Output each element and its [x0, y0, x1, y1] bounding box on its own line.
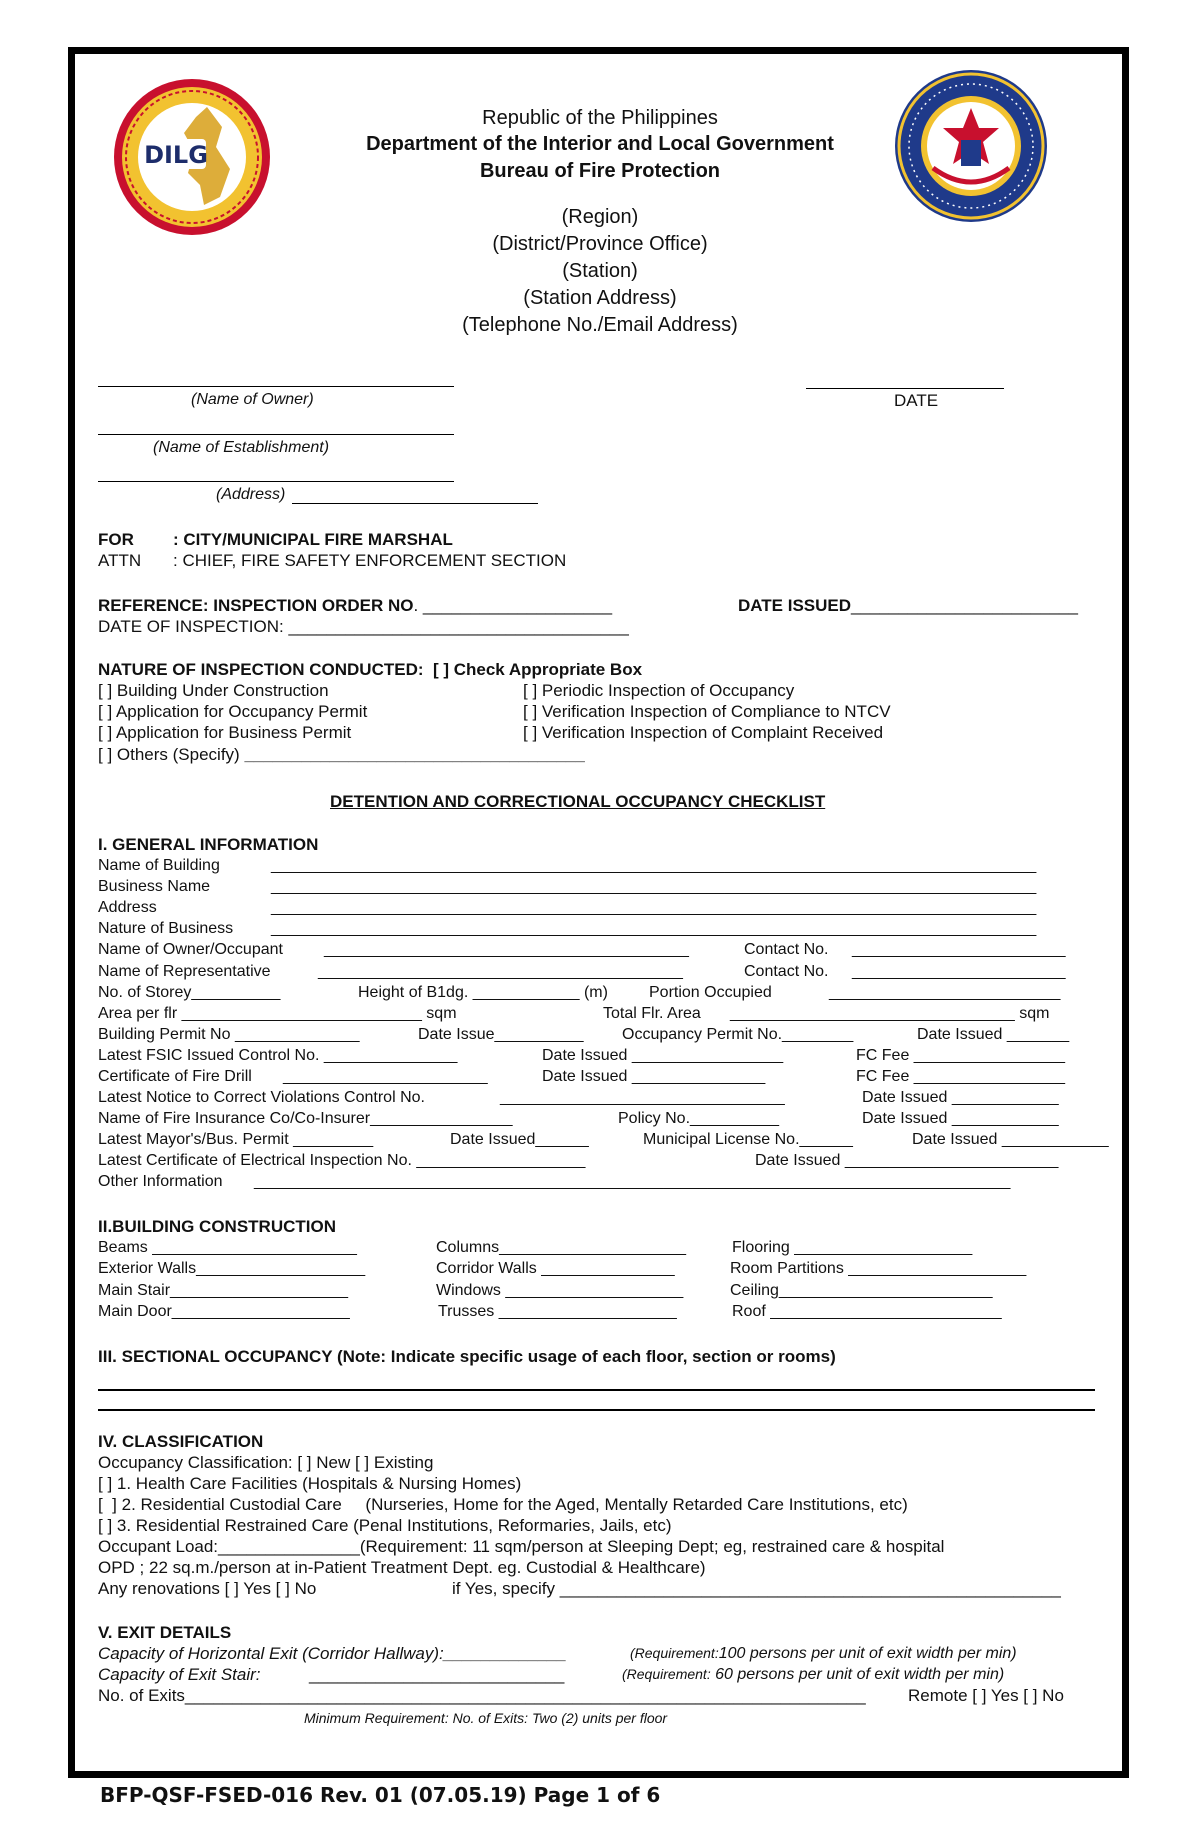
contact-no-fill-2[interactable]: ________________________: [852, 963, 1066, 980]
notice-to-correct-label: Latest Notice to Correct Violations Control No.: [98, 1089, 425, 1106]
date-issued-fill[interactable]: ________________________: [851, 596, 1078, 615]
notice-to-correct-fill[interactable]: ________________________________: [500, 1089, 785, 1106]
bureau-text: Bureau of Fire Protection: [479, 160, 721, 182]
occupant-load-note: OPD ; 22 sq.m./person at in-Patient Treatment Dept. eg. Custodial & Healthcare): [98, 1558, 706, 1577]
ceiling[interactable]: Ceiling________________________: [730, 1282, 993, 1299]
date-of-inspection[interactable]: DATE OF INSPECTION: ____________________________________: [98, 617, 629, 636]
region-text: (Region): [561, 206, 639, 228]
owner-line[interactable]: [98, 386, 454, 387]
nature-left-4[interactable]: [ ] Others (Specify): [98, 745, 240, 764]
establishment-line[interactable]: [98, 434, 454, 435]
room-partitions[interactable]: Room Partitions ____________________: [730, 1260, 1027, 1277]
for-label: FOR: [98, 530, 134, 549]
general-info-title: I. GENERAL INFORMATION: [98, 835, 319, 854]
for-value: : CITY/MUNICIPAL FIRE MARSHAL: [173, 530, 453, 549]
occupancy-permit-no[interactable]: Occupancy Permit No.________: [622, 1026, 854, 1043]
attn-label: ATTN: [98, 551, 142, 570]
class-health-care[interactable]: [ ] 1. Health Care Facilities (Hospitals & Nursing Homes): [98, 1474, 522, 1493]
area-per-floor[interactable]: Area per flr ___________________________ sqm: [98, 1005, 457, 1022]
owner-occupant-fill[interactable]: _________________________________________: [324, 941, 689, 958]
main-stair[interactable]: Main Stair____________________: [98, 1282, 348, 1299]
sectional-title: III. SECTIONAL OCCUPANCY (: [98, 1347, 343, 1366]
reference-fill[interactable]: . ____________________: [413, 596, 613, 615]
class-restrained-care[interactable]: [ ] 3. Residential Restrained Care (Penal Institutions, Reformaries, Jails, etc): [98, 1516, 672, 1535]
notice-date-issued[interactable]: Date Issued ____________: [862, 1089, 1059, 1106]
permit-date-issue[interactable]: Date Issue__________: [418, 1026, 584, 1043]
address-line[interactable]: [292, 503, 538, 504]
name-of-establishment-label: (Name of Establishment): [153, 439, 330, 456]
name-of-building-label: Name of Building: [98, 857, 220, 874]
address-info-fill[interactable]: ______________________________________________________________________________________: [271, 899, 1037, 916]
fire-drill-label: Certificate of Fire Drill: [98, 1068, 252, 1085]
electrical-inspection-no[interactable]: Latest Certificate of Electrical Inspection No. ___________________: [98, 1152, 586, 1169]
exit-title: V. EXIT DETAILS: [98, 1623, 232, 1642]
exit-stair-fill[interactable]: ___________________________: [309, 1665, 565, 1684]
renovations-specify[interactable]: if Yes, specify _____________________________________________________: [452, 1579, 1061, 1598]
checklist-title: DETENTION AND CORRECTIONAL OCCUPANCY CHECKLIST: [330, 792, 826, 811]
nature-of-business-label: Nature of Business: [98, 920, 234, 937]
name-of-building-fill[interactable]: ______________________________________________________________________________________: [271, 857, 1037, 874]
nature-right-1[interactable]: [ ] Periodic Inspection of Occupancy: [523, 681, 795, 700]
renovations[interactable]: Any renovations [ ] Yes [ ] No: [98, 1579, 317, 1598]
flooring[interactable]: Flooring ____________________: [732, 1239, 973, 1256]
address-label: (Address): [216, 486, 286, 503]
representative-fill[interactable]: _________________________________________: [318, 963, 683, 980]
republic-text: Republic of the Philippines: [482, 107, 718, 129]
fc-fee-2[interactable]: FC Fee _________________: [856, 1068, 1066, 1085]
contact-no-label-2: Contact No.: [744, 963, 829, 980]
nature-left-3[interactable]: [ ] Application for Business Permit: [98, 723, 352, 742]
portion-occupied-fill[interactable]: __________________________: [829, 984, 1061, 1001]
horizontal-requirement-value: 100 persons per unit of exit width per min): [718, 1645, 1017, 1662]
classification-title: IV. CLASSIFICATION: [98, 1432, 264, 1451]
stair-requirement-value: 60 persons per unit of exit width per min): [710, 1666, 1005, 1683]
stair-requirement-label: (Requirement:: [622, 1666, 711, 1682]
sectional-note: Note: Indicate specific usage of each floor, section or rooms): [342, 1347, 836, 1366]
exterior-walls[interactable]: Exterior Walls___________________: [98, 1260, 366, 1277]
windows[interactable]: Windows ____________________: [436, 1282, 684, 1299]
department-text: Department of the Interior and Local Government: [366, 133, 834, 155]
date-line[interactable]: [806, 388, 1004, 389]
reference-label: REFERENCE: INSPECTION ORDER NO: [98, 596, 414, 615]
station-address-text: (Station Address): [523, 287, 677, 309]
portion-occupied-label: Portion Occupied: [649, 984, 772, 1001]
roof[interactable]: Roof __________________________: [732, 1303, 1002, 1320]
other-info-fill[interactable]: _____________________________________________________________________________________: [254, 1173, 1011, 1190]
municipal-license-no[interactable]: Municipal License No.______: [643, 1131, 853, 1148]
other-info-label: Other Information: [98, 1173, 223, 1190]
horizontal-requirement-label: (Requirement:: [630, 1645, 719, 1661]
total-floor-area-label: Total Flr. Area: [603, 1005, 701, 1022]
fire-drill-fill[interactable]: _______________________: [283, 1068, 488, 1085]
nature-left-2[interactable]: [ ] Application for Occupancy Permit: [98, 702, 368, 721]
class-custodial-care[interactable]: [ ] 2. Residential Custodial Care (Nurseries, Home for the Aged, Mentally Retarded Care Institutions, etc): [98, 1495, 908, 1514]
occupant-load[interactable]: Occupant Load:_______________(Requirement: 11 sqm/person at Sleeping Dept; eg, restrained care & hospital: [98, 1537, 945, 1556]
fire-drill-date-issued[interactable]: Date Issued _______________: [542, 1068, 766, 1085]
nature-right-3[interactable]: [ ] Verification Inspection of Complaint Received: [523, 723, 884, 742]
fire-insurance[interactable]: Name of Fire Insurance Co/Co-Insurer________________: [98, 1110, 513, 1127]
municipal-date-issued[interactable]: Date Issued ____________: [912, 1131, 1109, 1148]
corridor-walls[interactable]: Corridor Walls _______________: [436, 1260, 675, 1277]
contact-no-fill-1[interactable]: ________________________: [852, 941, 1066, 958]
sectional-line-2[interactable]: [98, 1409, 1095, 1411]
name-of-owner-label: (Name of Owner): [191, 391, 314, 408]
insurance-date-issued[interactable]: Date Issued ____________: [862, 1110, 1059, 1127]
fsic-control-no[interactable]: Latest FSIC Issued Control No. _______________: [98, 1047, 458, 1064]
attn-value: : CHIEF, FIRE SAFETY ENFORCEMENT SECTION: [173, 551, 567, 570]
nature-left-1[interactable]: [ ] Building Under Construction: [98, 681, 329, 700]
date-issued-label: DATE ISSUED: [738, 596, 852, 615]
building-permit-no[interactable]: Building Permit No ______________: [98, 1026, 360, 1043]
business-name-label: Business Name: [98, 878, 211, 895]
station-text: (Station): [562, 260, 638, 282]
address-info-label: Address: [98, 899, 157, 916]
no-of-exits[interactable]: No. of Exits________________________________________________________________________: [98, 1686, 866, 1705]
business-name-fill[interactable]: ______________________________________________________________________________________: [271, 878, 1037, 895]
check-appropriate: [ ] Check Appropriate Box: [432, 660, 643, 679]
nature-title: NATURE OF INSPECTION CONDUCTED:: [98, 660, 424, 679]
date-label: DATE: [894, 391, 939, 410]
mayors-date-issued[interactable]: Date Issued______: [450, 1131, 589, 1148]
occupancy-date-issued[interactable]: Date Issued _______: [917, 1026, 1070, 1043]
district-text: (District/Province Office): [492, 233, 708, 255]
policy-no[interactable]: Policy No.__________: [618, 1110, 780, 1127]
fsic-date-issued[interactable]: Date Issued _________________: [542, 1047, 784, 1064]
representative-label: Name of Representative: [98, 963, 271, 980]
owner-occupant-label: Name of Owner/Occupant: [98, 941, 283, 958]
dilg-logo: [112, 77, 272, 237]
electrical-date-issued[interactable]: Date Issued ________________________: [755, 1152, 1059, 1169]
height-of-building[interactable]: Height of B1dg. ____________ (m): [358, 984, 608, 1001]
minimum-requirement: Minimum Requirement: No. of Exits: Two (2) units per floor: [304, 1710, 668, 1726]
others-fill[interactable]: ____________________________________: [244, 745, 585, 764]
nature-right-2[interactable]: [ ] Verification Inspection of Compliance to NTCV: [523, 702, 891, 721]
address-line-top[interactable]: [98, 481, 454, 482]
no-of-storey[interactable]: No. of Storey__________: [98, 984, 281, 1001]
trusses[interactable]: Trusses ____________________: [438, 1303, 677, 1320]
fc-fee-1[interactable]: FC Fee _________________: [856, 1047, 1066, 1064]
sectional-line-1[interactable]: [98, 1389, 1095, 1391]
main-door[interactable]: Main Door____________________: [98, 1303, 350, 1320]
nature-of-business-fill[interactable]: ______________________________________________________________________________________: [271, 920, 1037, 937]
exit-stair-label: Capacity of Exit Stair:: [98, 1665, 261, 1684]
telephone-text: (Telephone No./Email Address): [462, 314, 738, 336]
construction-title: II.BUILDING CONSTRUCTION: [98, 1217, 336, 1236]
mayors-permit[interactable]: Latest Mayor's/Bus. Permit _________: [98, 1131, 374, 1148]
form-code-footer: BFP-QSF-FSED-016 Rev. 01 (07.05.19) Page 1 of 6: [100, 1783, 661, 1807]
total-floor-area-fill[interactable]: ________________________________ sqm: [730, 1005, 1050, 1022]
contact-no-label-1: Contact No.: [744, 941, 829, 958]
columns[interactable]: Columns_____________________: [436, 1239, 686, 1256]
beams[interactable]: Beams _______________________: [98, 1239, 357, 1256]
remote-exits[interactable]: Remote [ ] Yes [ ] No: [908, 1686, 1064, 1705]
dilg-logo-text: DILG: [144, 141, 208, 169]
horizontal-exit[interactable]: Capacity of Horizontal Exit (Corridor Hallway):_____________: [98, 1644, 567, 1663]
occupancy-classification[interactable]: Occupancy Classification: [ ] New [ ] Existing: [98, 1453, 434, 1472]
